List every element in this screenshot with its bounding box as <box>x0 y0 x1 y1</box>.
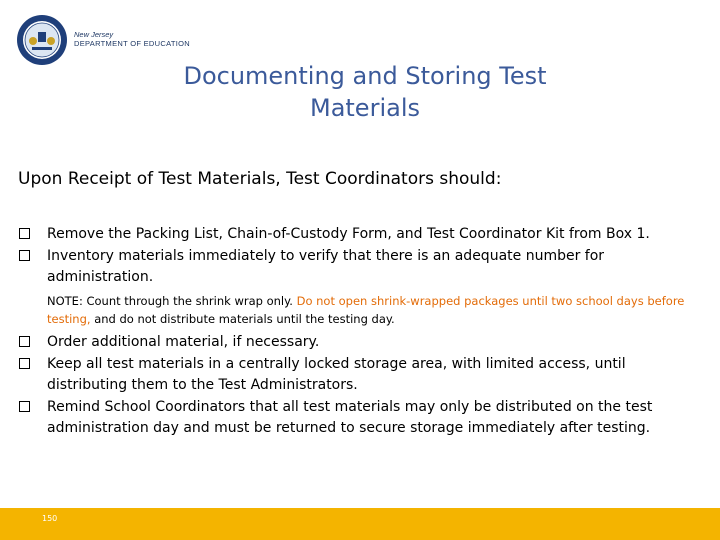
note <box>18 292 708 328</box>
slide-title: Documenting and Storing Test Materials <box>183 62 547 122</box>
list-item-text: Remove the Packing List, Chain-of-Custody Form, and Test Coordinator Kit from Box 1. <box>47 226 650 242</box>
list-item-text: Keep all test materials in a centrally locked storage area, with limited access, until distributing them to the Test Administrators. <box>47 356 626 393</box>
bullet-list <box>18 224 708 440</box>
department-name: DEPARTMENT OF EDUCATION <box>74 39 190 48</box>
list-item <box>18 332 708 353</box>
checkbox-bullet-icon <box>19 228 30 239</box>
org-name <box>74 30 190 49</box>
subheading: Upon Receipt of Test Materials, Test Coordinators should: <box>18 169 502 189</box>
page-number: 150 <box>42 514 58 523</box>
checkbox-bullet-icon <box>19 336 30 347</box>
list-item <box>18 354 708 396</box>
list-item <box>18 246 708 288</box>
list-item-text: Remind School Coordinators that all test materials may only be distributed on the test administration day and must be returned to secure storage immediately after testing. <box>47 399 653 436</box>
state-seal-icon <box>16 14 68 66</box>
note-text-end: and do not distribute materials until the testing day. <box>94 312 395 326</box>
list-item <box>18 397 708 439</box>
checkbox-bullet-icon <box>19 358 30 369</box>
note-highlight: Do not open shrink-wrapped packages until two school days before testing, <box>47 294 685 326</box>
checkbox-bullet-icon <box>19 250 30 261</box>
list-item-text: Inventory materials immediately to verify that there is an adequate number for administration. <box>47 248 605 285</box>
list-item <box>18 224 708 245</box>
note-text: NOTE: Count through the shrink wrap only. <box>47 294 293 308</box>
footer-bar <box>0 508 720 540</box>
checkbox-bullet-icon <box>19 401 30 412</box>
state-name: New Jersey <box>74 30 114 39</box>
list-item-text: Order additional material, if necessary. <box>47 334 320 350</box>
